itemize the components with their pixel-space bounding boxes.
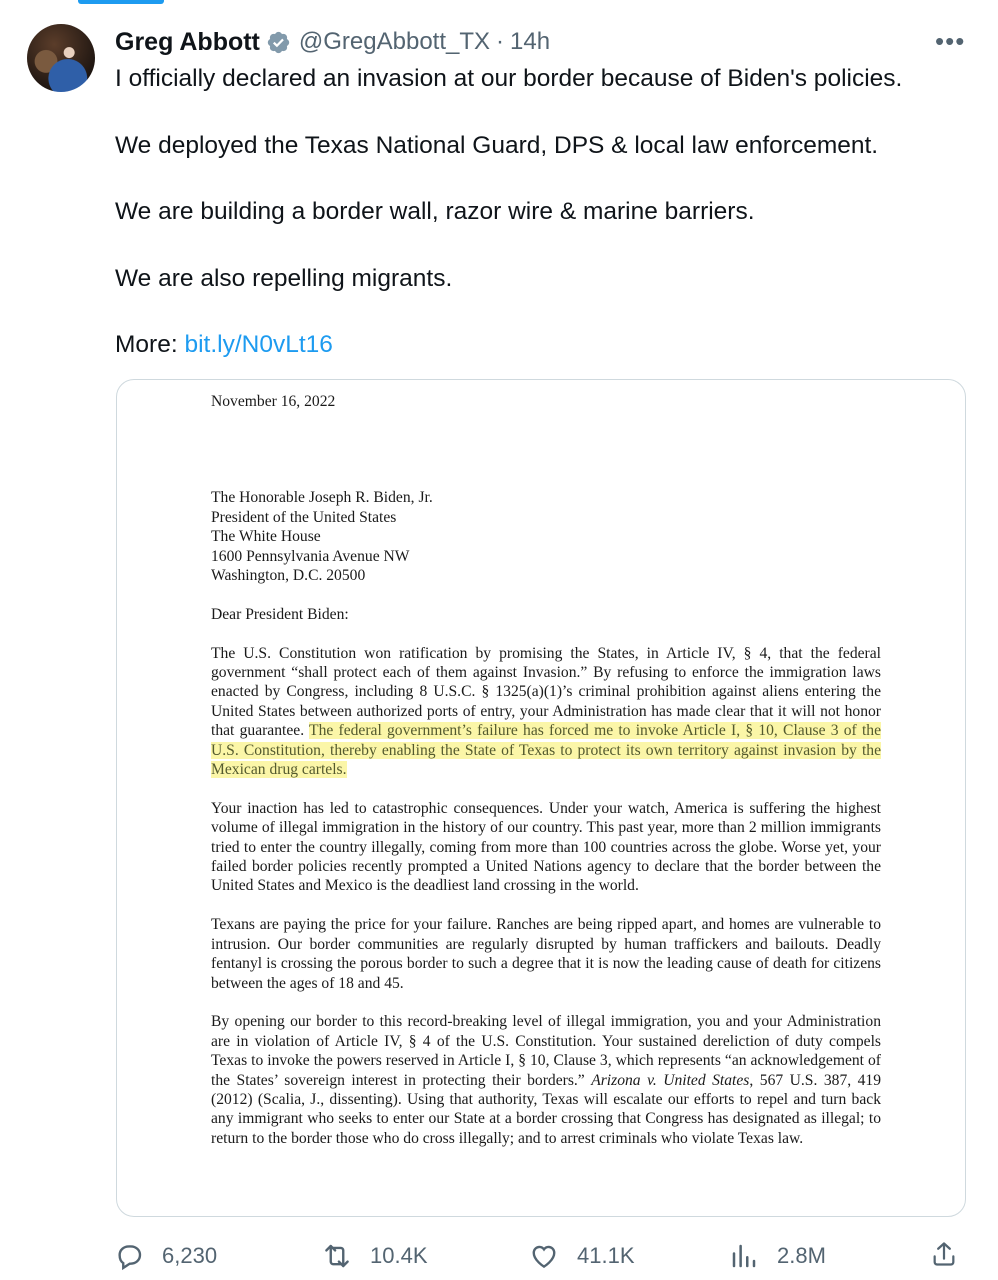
case-citation: Arizona v. United States — [591, 1071, 750, 1089]
tweet-line: We are building a border wall, razor wire & marine barriers. — [115, 198, 755, 225]
letter-document — [211, 392, 881, 1168]
highlighted-text: The federal government’s failure has forced me to invoke Article I, § 10, Clause 3 of the U.S. Constitution, thereby enabling the State of Texas to protect its own territory against invasion by the Mexican drug cartels. — [211, 722, 881, 779]
tweet-line: We are also repelling migrants. — [115, 264, 453, 292]
like-button[interactable] — [529, 1236, 635, 1276]
repost-icon — [322, 1241, 352, 1271]
views-button[interactable] — [729, 1236, 826, 1276]
letter-paragraph — [211, 644, 881, 780]
share-icon — [930, 1240, 958, 1268]
address-line: The White House — [211, 528, 321, 546]
header-separator: · — [496, 28, 505, 55]
tweet-header — [115, 26, 550, 58]
more-prefix: More: — [115, 331, 185, 358]
author-handle[interactable]: @GregAbbott_TX — [298, 28, 491, 55]
tweet-text — [115, 62, 975, 395]
repost-button[interactable] — [322, 1236, 428, 1276]
letter-paragraph: Your inaction has led to catastrophic consequences. Under your watch, America is suffering the highest volume of illegal immigration in the history of our country. This past year, more than 2 million immigrants tried to enter the country illegally, coming from more than 100 countries across the globe. Worse yet, your failed border policies recently prompted a United Nations agency to declare that the border between the United States and Mexico is the deadliest land crossing in the world. — [211, 799, 881, 895]
address-line: The Honorable Joseph R. Biden, Jr. — [211, 489, 433, 507]
views-count: 2.8M — [777, 1243, 826, 1268]
letter-date: November 16, 2022 — [211, 393, 336, 410]
tweet-line-more — [115, 328, 975, 361]
repost-count: 10.4K — [370, 1243, 428, 1268]
letter-address — [211, 488, 881, 585]
address-line: 1600 Pennsylvania Avenue NW — [211, 547, 410, 565]
address-line: President of the United States — [211, 508, 397, 526]
tweet-actions — [0, 1236, 998, 1276]
views-icon — [729, 1241, 759, 1271]
tweet-line: We deployed the Texas National Guard, DPS & local law enforcement. — [115, 131, 879, 159]
paragraph-text: By opening our border to this record-breaking level of illegal immigration, you and your Administration are in violation of Article IV, § 4 of the U.S. Constitution. Your sustained dereliction of duty compels Texas to invoke the powers reserved in Article I, § 10, Clause 3, which represents “an acknowledgement of the States’ sovereign interest in protecting their borders.” — [211, 1013, 881, 1089]
share-button[interactable] — [930, 1240, 958, 1273]
reply-icon — [114, 1241, 144, 1271]
more-options-icon[interactable]: ••• — [935, 26, 966, 56]
author-name[interactable]: Greg Abbott — [115, 27, 260, 56]
tweet-time[interactable]: 14h — [510, 28, 551, 55]
letter-greeting: Dear President Biden: — [211, 605, 349, 623]
letter-paragraph — [211, 1012, 881, 1148]
paragraph-text: , 567 U.S. 387, 419 (2012) (Scalia, J., dissenting). Using that authority, Texas will escalate our efforts to repel and turn back any immigrant who seeks to enter our State at a border crossing that Congress has designated as illegal; to return to the border those who do cross illegally; and to arrest criminals who violate Texas law. — [211, 1071, 882, 1147]
tweet-line: I officially declared an invasion at our border because of Biden's policies. — [115, 65, 903, 92]
avatar[interactable] — [27, 24, 95, 92]
like-count: 41.1K — [577, 1243, 635, 1268]
letter-paragraph: Texans are paying the price for your failure. Ranches are being ripped apart, and homes are vulnerable to intrusion. Our border communities are regularly disrupted by human traffickers and bailouts. Deadly fentanyl is crossing the porous border to such a degree that it is now the leading cause of death for citizens between the ages of 18 and 45. — [211, 916, 881, 992]
heart-icon — [529, 1241, 559, 1271]
reply-count: 6,230 — [162, 1243, 218, 1268]
address-line: Washington, D.C. 20500 — [211, 567, 366, 585]
verified-badge-icon[interactable] — [266, 30, 291, 55]
reply-button[interactable] — [114, 1236, 217, 1276]
tweet-link[interactable]: bit.ly/N0vLt16 — [184, 331, 333, 358]
paragraph-text: The U.S. Constitution won ratification by promising the States, in Article IV, § 4, that the federal government “shall protect each of them against Invasion.” By refusing to enforce the immigration laws enacted by Congress, including 8 U.S.C. § 1325(a)(1)’s criminal prohibition against aliens entering the United States between authorized ports of entry, your Administration has made clear that it will not honor that guarantee. — [211, 644, 881, 740]
attached-image[interactable] — [116, 379, 966, 1217]
tab-indicator — [78, 0, 164, 4]
